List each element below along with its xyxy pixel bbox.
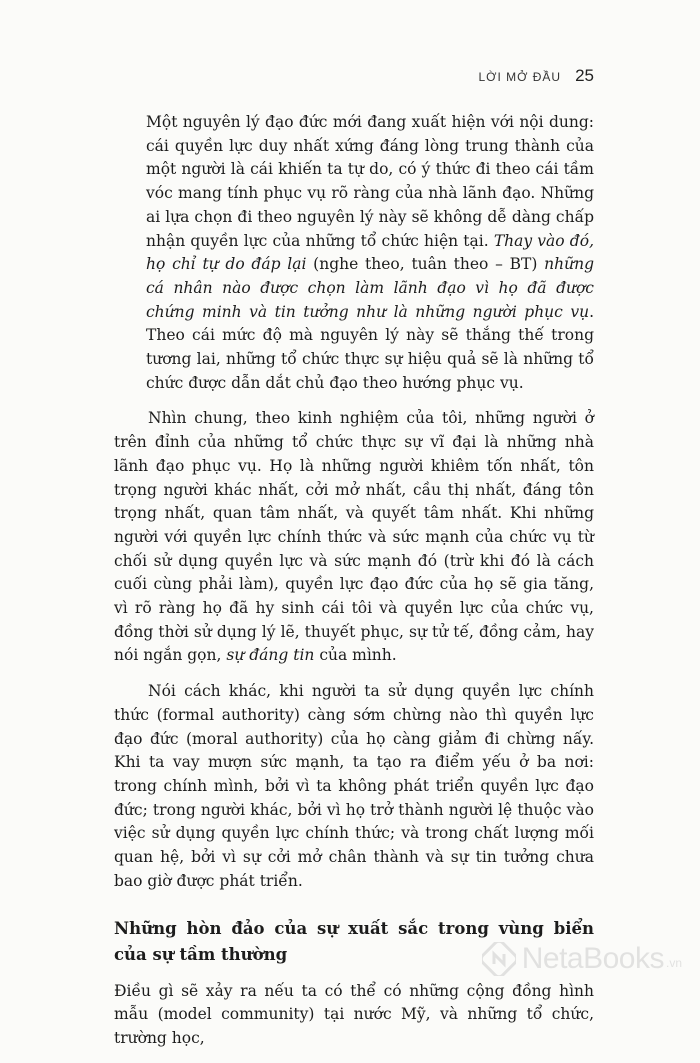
watermark-suffix: .vn <box>665 956 682 970</box>
watermark-text: NetaBooks <box>521 942 664 975</box>
paragraph1-italic: sự đáng tin <box>226 646 315 665</box>
paragraph1-end: của mình. <box>314 646 397 665</box>
running-header <box>478 66 594 86</box>
paragraph-servant-leaders <box>114 407 594 668</box>
quote-italic-2: những cá nhân nào được chọn làm lãnh đạo vì họ đã được chứng minh và tin tưởng như là những người phục vụ <box>146 255 594 321</box>
netabooks-logo-icon <box>482 942 516 976</box>
page-body <box>114 111 594 1063</box>
watermark <box>482 942 682 976</box>
quote-text-3: . Theo cái mức độ mà nguyên lý này sẽ thắng thế trong tương lai, những tổ chức thực sự hiệu quả sẽ là những tổ chức được dẫn dắt chủ đạo theo hướng phục vụ. <box>146 302 594 392</box>
section-heading: Những hòn đảo của sự xuất sắc trong vùng biển của sự tầm thường <box>114 918 594 964</box>
quote-text-2: (nghe theo, tuân theo – BT) <box>306 255 545 274</box>
running-title: LỜI MỞ ĐẦU <box>478 70 562 84</box>
paragraph1-text: Nhìn chung, theo kinh nghiệm của tôi, những người ở trên đỉnh của những tổ chức thực sự vĩ đại là những nhà lãnh đạo phục vụ. Họ là những người khiêm tốn nhất, tôn trọng người khác nhất, cởi mở nhất, cầu thị nhất, đáng tôn trọng nhất, quan tâm nhất, và quyết tâm nhất. Khi những người với quyền lực chính thức và sức mạnh của chức vụ từ chối sử dụng quyền lực và sức mạnh đó (trừ khi đó là cách cuối cùng phải làm), quyền lực đạo đức của họ sẽ gia tăng, vì rõ ràng họ đã hy sinh cái tôi và quyền lực của chức vụ, đồng thời sử dụng lý lẽ, thuyết phục, sự tử tế, đồng cảm, hay nói ngắn gọn, <box>114 409 594 665</box>
page-number: 25 <box>575 66 594 85</box>
paragraph-formal-authority: Nói cách khác, khi người ta sử dụng quyền lực chính thức (formal authority) càng sớm chừng nào thì quyền lực đạo đức (moral authority) của họ càng giảm đi chừng nấy. Khi ta vay mượn sức mạnh, ta tạo ra điểm yếu ở ba nơi: trong chính mình, bởi vì ta không phát triển quyền lực đạo đức; trong người khác, bởi vì họ trở thành người lệ thuộc vào việc sử dụng quyền lực chính thức; và trong chất lượng mối quan hệ, bởi vì sự cởi mở chân thành và sự tin tưởng chưa bao giờ được phát triển. <box>114 682 594 890</box>
block-quote <box>146 111 594 395</box>
section-paragraph: Điều gì sẽ xảy ra nếu ta có thể có những cộng đồng hình mẫu (model community) tại nước Mỹ, và những tổ chức, trường học, <box>114 981 594 1047</box>
quote-italic-1: Thay vào đó, họ chỉ tự do đáp lại <box>146 231 594 274</box>
quote-text-1: Một nguyên lý đạo đức mới đang xuất hiện với nội dung: cái quyền lực duy nhất xứng đáng lòng trung thành của một người là cái khiến ta tự do, có ý thức đi theo cái tầm vóc mang tính phục vụ rõ ràng của nhà lãnh đạo. Những ai lựa chọn đi theo nguyên lý này sẽ không dễ dàng chấp nhận quyền lực của những tổ chức hiện tại. <box>146 113 594 250</box>
